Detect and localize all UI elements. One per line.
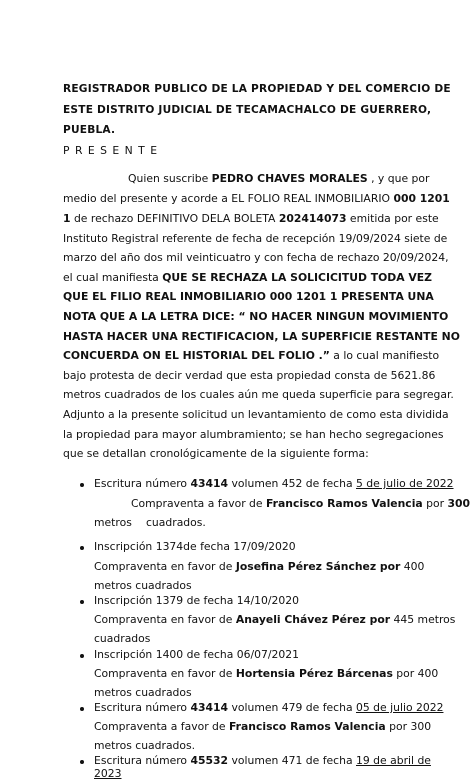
entry-1-line-2 [131,497,470,510]
entry-5-line-1 [94,701,443,714]
text-run: Escritura número [94,701,191,714]
text-run: el cual manifiesta [63,271,163,284]
bullet-2 [80,546,84,550]
bullet-3 [80,600,84,604]
buyer-name: Francisco Ramos Valencia [266,497,423,510]
header-line-3: PUEBLA. [63,124,116,136]
text-run: Compraventa a favor de [94,720,229,733]
bullet-4 [80,654,84,658]
text-run: 445 metros [390,613,456,626]
entry-3-line-1: Inscripción 1379 de fecha 14/10/2020 [94,594,300,607]
text-run: , y que por [367,172,430,185]
entry-1-line-3: metros [94,516,132,529]
body-line-9: HASTA HACER UNA RECTIFICACION, LA SUPERFICIE RESTANTE NO [63,330,460,343]
escritura-number: 43414 [190,701,229,714]
entry-5-line-2 [94,720,431,733]
text-run: medio del presente y acorde a EL FOLIO REAL INMOBILIARIO [63,192,394,205]
text-run: por 300 [385,720,432,733]
entry-3-line-3: cuadrados [94,632,151,645]
entry-5-line-3: metros cuadrados. [94,739,196,752]
text-run: Compraventa en favor de [94,667,236,680]
text-run: Escritura número [94,754,191,767]
buyer-name: Hortensia Pérez Bárcenas [235,667,393,680]
text-run: Compraventa en favor de [94,613,236,626]
body-line-5: marzo del año dos mil veinticuatro y con fecha de rechazo 20/09/2024, [63,251,449,264]
body-line-7: QUE EL FILIO REAL INMOBILIARIO 000 1201 1 PRESENTA UNA [63,290,434,303]
text-run: volumen 452 de fecha [228,477,356,490]
bullet-5 [80,707,84,711]
entry-date: 19 de abril de [356,754,431,767]
folio-number: 000 1201 [393,192,450,205]
entry-4-line-1: Inscripción 1400 de fecha 06/07/2021 [94,648,300,661]
buyer-name: Francisco Ramos Valencia [229,720,386,733]
bold-text-run: QUE SE RECHAZA LA SOLICICITUD TODA VEZ [162,271,432,284]
body-line-8: NOTA QUE A LA LETRA DICE: “ NO HACER NINGUN MOVIMIENTO [63,310,449,323]
body-line-14: la propiedad para mayor alumbramiento; se han hecho segregaciones [63,428,444,441]
body-line-11: bajo protesta de decir verdad que esta propiedad consta de 5621.86 [63,369,436,382]
bullet-1 [80,483,84,487]
text-run: 400 [400,560,425,573]
body-line-3 [63,212,439,225]
entry-3-line-2 [94,613,455,626]
body-line-1 [128,172,429,185]
header-line-2: ESTE DISTRITO JUDICIAL DE TECAMACHALCO DE GUERRERO, [63,104,432,116]
entry-date: 05 de julio 2022 [356,701,444,714]
signer-name: PEDRO CHAVES MORALES [211,172,368,185]
text-run: volumen 479 de fecha [228,701,356,714]
text-run: volumen 471 de fecha [228,754,356,767]
presente-label: P R E S E N T E [63,144,159,157]
entry-1-line-1 [94,477,454,490]
text-run: de rechazo DEFINITIVO DELA BOLETA [70,212,279,225]
buyer-name: Josefina Pérez Sánchez por [235,560,401,573]
entry-2-line-1-visible: Inscripción 1374de fecha 17/09/2020 [94,540,296,553]
entry-4-line-2 [94,667,438,680]
entry-6-line-2: 2023 [94,767,122,780]
entry-date: 5 de julio de 2022 [356,477,454,490]
text-run: por [422,497,448,510]
body-line-4: Instituto Registral referente de fecha de recepción 19/09/2024 siete de [63,232,448,245]
entry-2-line-3: metros cuadrados [94,579,192,592]
escritura-number: 43414 [190,477,229,490]
text-run: por 400 [392,667,439,680]
boleta-number: 202414073 [278,212,347,225]
entry-4-line-3: metros cuadrados [94,686,192,699]
text-run: Escritura número [94,477,191,490]
entry-6-line-1 [94,754,431,767]
entry-2-line-2 [94,560,424,573]
body-line-13: Adjunto a la presente solicitud un levantamiento de como esta dividida [63,408,449,421]
escritura-number: 45532 [190,754,229,767]
body-line-6 [63,271,432,284]
header-line-1: REGISTRADOR PUBLICO DE LA PROPIEDAD Y DEL COMERCIO DE [63,83,451,95]
bold-text-run: CONCUERDA ON EL HISTORIAL DEL FOLIO .” [63,349,330,362]
text-run: Compraventa en favor de [94,560,236,573]
body-line-12: metros cuadrados de los cuales aún me queda superficie para segregar. [63,388,454,401]
text-run: Quien suscribe [128,172,212,185]
body-line-10 [63,349,439,362]
body-line-2 [63,192,450,205]
area-quantity: 300 [447,497,470,510]
text-run: Compraventa a favor de [131,497,266,510]
body-line-15: que se detallan cronológicamente de la siguiente forma: [63,447,369,460]
buyer-name: Anayeli Chávez Pérez por [235,613,391,626]
folio-number-end: 1 [63,212,71,225]
text-run: a lo cual manifiesto [329,349,440,362]
entry-1-line-3b: cuadrados. [146,516,206,529]
text-run: emitida por este [346,212,439,225]
bullet-6 [80,760,84,764]
